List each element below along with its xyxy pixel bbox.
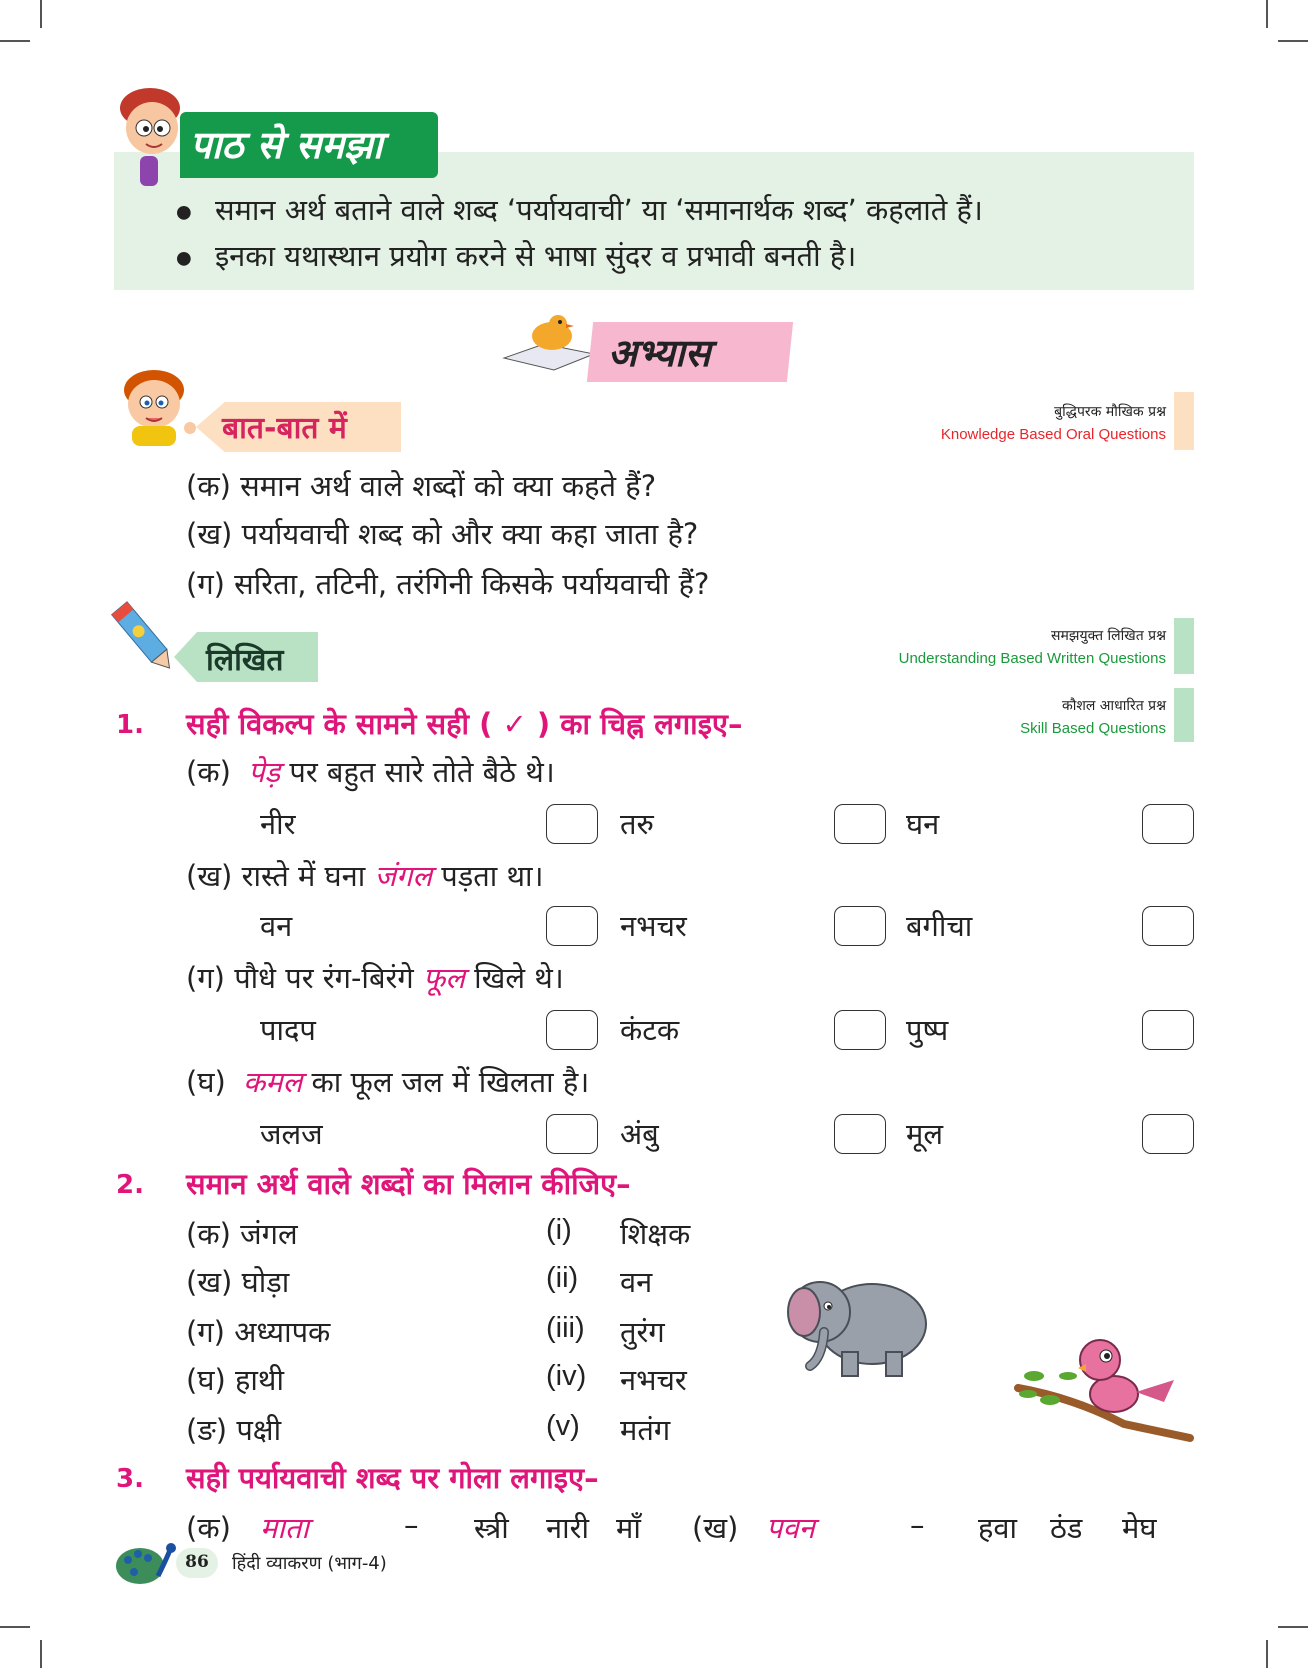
item-label: (ग) (186, 1315, 225, 1349)
item-label: (ख) (186, 1265, 233, 1299)
oral-question: (क) समान अर्थ वाले शब्दों को क्या कहते हैं? (186, 469, 657, 503)
oral-heading: बात-बात में (222, 411, 347, 446)
boy-pointing-illustration (112, 362, 202, 446)
q1-option: मूल (906, 1117, 944, 1151)
crop-mark (1278, 1626, 1308, 1628)
item-keyword: कमल (243, 1065, 303, 1099)
q1-option: पुष्प (906, 1013, 949, 1047)
q1-checkbox[interactable] (1142, 1114, 1194, 1154)
q2-right-word: शिक्षक (620, 1217, 691, 1251)
written-tag-english: Understanding Based Written Questions (898, 650, 1166, 667)
crop-mark (1266, 0, 1268, 28)
item-label: (ङ) (186, 1413, 228, 1447)
q3-item-label: (ख) (692, 1511, 739, 1545)
skill-tag-bar (1174, 688, 1194, 742)
q3-option[interactable]: स्त्री (474, 1511, 509, 1545)
crop-mark (40, 1640, 42, 1668)
q2-right-label: (iv) (546, 1360, 587, 1392)
q2-left-item (186, 1214, 298, 1253)
item-text: का फूल जल में खिलता है। (302, 1065, 590, 1099)
q3-option[interactable]: हवा (978, 1511, 1018, 1545)
q2-left-item (186, 1410, 281, 1449)
item-text: खिले थे। (464, 961, 564, 995)
item-keyword: जंगल (374, 859, 433, 893)
skill-tag-hindi: कौशल आधारित प्रश्न (1061, 698, 1166, 714)
crop-mark (40, 0, 42, 28)
crop-mark (1266, 1640, 1268, 1668)
q2-instruction: समान अर्थ वाले शब्दों का मिलान कीजिए– (186, 1167, 631, 1201)
q1-item-sentence (186, 1062, 589, 1101)
q1-option: घन (906, 807, 940, 841)
summary-bullet (176, 236, 1176, 275)
skill-tag-english: Skill Based Questions (1020, 720, 1166, 737)
q1-checkbox[interactable] (834, 1010, 886, 1050)
pencil-illustration (108, 596, 178, 680)
oral-tag-bar (1174, 392, 1194, 450)
item-word: जंगल (240, 1217, 298, 1251)
q1-number: 1. (116, 710, 144, 740)
q1-checkbox[interactable] (546, 906, 598, 946)
q3-number: 3. (116, 1464, 144, 1494)
q3-item-label: (क) (186, 1511, 231, 1545)
item-text: पड़ता था। (432, 859, 544, 893)
item-text: रास्ते में घना (241, 859, 375, 893)
item-text: पर बहुत सारे तोते बैठे थे। (280, 755, 555, 789)
bullet-dot: ● (176, 247, 192, 269)
q2-right-label: (v) (546, 1410, 580, 1442)
item-label: (ख) (186, 859, 233, 893)
q1-option: जलज (260, 1117, 323, 1151)
item-label: (घ) (186, 1363, 226, 1397)
bullet-dot: ● (176, 201, 192, 223)
q1-option: कंटक (620, 1013, 680, 1047)
q3-option[interactable]: माँ (616, 1511, 641, 1545)
summary-heading: पाठ से समझा (190, 123, 383, 167)
abhyas-title: अभ्यास (608, 331, 711, 375)
item-word: हाथी (235, 1363, 284, 1397)
item-keyword: फूल (422, 961, 465, 995)
item-text: पौधे पर रंग-बिरंगे (234, 961, 423, 995)
q3-option[interactable]: मेघ (1122, 1511, 1157, 1545)
item-word: घोड़ा (241, 1265, 290, 1299)
crop-mark (0, 40, 30, 42)
item-label: (घ) (186, 1065, 226, 1099)
q1-checkbox[interactable] (1142, 1010, 1194, 1050)
q2-number: 2. (116, 1170, 144, 1200)
q1-option: अंबु (620, 1117, 659, 1151)
q2-right-word: मतंग (620, 1413, 671, 1447)
item-label: (क) (186, 1217, 231, 1251)
written-tag-bar (1174, 618, 1194, 674)
oral-question: (ग) सरिता, तटिनी, तरंगिनी किसके पर्यायवाची हैं? (186, 567, 710, 601)
summary-bullet-text: इनका यथास्थान प्रयोग करने से भाषा सुंदर व प्रभावी बनती है। (214, 239, 857, 273)
q2-left-item (186, 1262, 289, 1301)
q1-checkbox[interactable] (834, 906, 886, 946)
book-title: हिंदी व्याकरण (भाग-4) (232, 1553, 387, 1574)
page-number: 86 (185, 1552, 209, 1572)
q2-right-label: (iii) (546, 1312, 585, 1344)
q1-checkbox[interactable] (1142, 906, 1194, 946)
q3-option[interactable]: नारी (546, 1511, 589, 1545)
summary-bullet (176, 190, 1176, 229)
item-keyword: पेड़ (248, 755, 281, 789)
q3-instruction: सही पर्यायवाची शब्द पर गोला लगाइए– (186, 1461, 599, 1495)
elephant-illustration (782, 1262, 930, 1380)
q1-item-sentence (186, 958, 564, 997)
q1-checkbox[interactable] (834, 804, 886, 844)
q1-checkbox[interactable] (546, 1114, 598, 1154)
q1-instruction: सही विकल्प के सामने सही ( ✓ ) का चिह्न लगाइए– (186, 707, 743, 741)
q1-option: पादप (260, 1013, 316, 1047)
q3-option[interactable]: ठंड (1050, 1511, 1083, 1545)
q1-item-sentence (186, 856, 544, 895)
q1-option: तरु (620, 807, 654, 841)
q1-option: नीर (260, 807, 296, 841)
q2-right-word: नभचर (620, 1363, 687, 1397)
q1-option: वन (260, 909, 293, 943)
q1-option: बगीचा (906, 909, 973, 943)
q1-option: नभचर (620, 909, 687, 943)
crop-mark (0, 1626, 30, 1628)
q2-right-word: तुरंग (620, 1315, 665, 1349)
q3-item-dash: – (910, 1508, 925, 1542)
q2-left-item (186, 1360, 284, 1399)
q3-item-word: पवन (766, 1511, 815, 1545)
oral-tag-hindi: बुद्धिपरक मौखिक प्रश्न (1054, 404, 1166, 420)
crop-mark (1278, 40, 1308, 42)
q1-checkbox[interactable] (834, 1114, 886, 1154)
bird-on-branch-illustration (1014, 1328, 1200, 1448)
q2-right-word: वन (620, 1265, 653, 1299)
written-heading: लिखित (206, 643, 284, 678)
q1-item-sentence (186, 752, 555, 791)
q2-right-label: (i) (546, 1214, 572, 1246)
peacock-icon (114, 1536, 180, 1588)
item-word: अध्यापक (234, 1315, 331, 1349)
q1-checkbox[interactable] (1142, 804, 1194, 844)
item-label: (ग) (186, 961, 225, 995)
q2-left-item (186, 1312, 330, 1351)
q3-item-word: माता (260, 1511, 309, 1545)
summary-bullet-text: समान अर्थ बताने वाले शब्द ‘पर्यायवाची’ या ‘समानार्थक शब्द’ कहलाते हैं। (214, 193, 983, 227)
q1-checkbox[interactable] (546, 804, 598, 844)
item-word: पक्षी (236, 1413, 282, 1447)
item-label: (क) (186, 755, 231, 789)
q1-checkbox[interactable] (546, 1010, 598, 1050)
q2-right-label: (ii) (546, 1262, 579, 1294)
q3-item-dash: – (404, 1508, 419, 1542)
written-tag-hindi: समझयुक्त लिखित प्रश्न (1051, 628, 1166, 644)
oral-tag-english: Knowledge Based Oral Questions (940, 426, 1166, 443)
oral-question: (ख) पर्यायवाची शब्द को और क्या कहा जाता है? (186, 517, 699, 551)
